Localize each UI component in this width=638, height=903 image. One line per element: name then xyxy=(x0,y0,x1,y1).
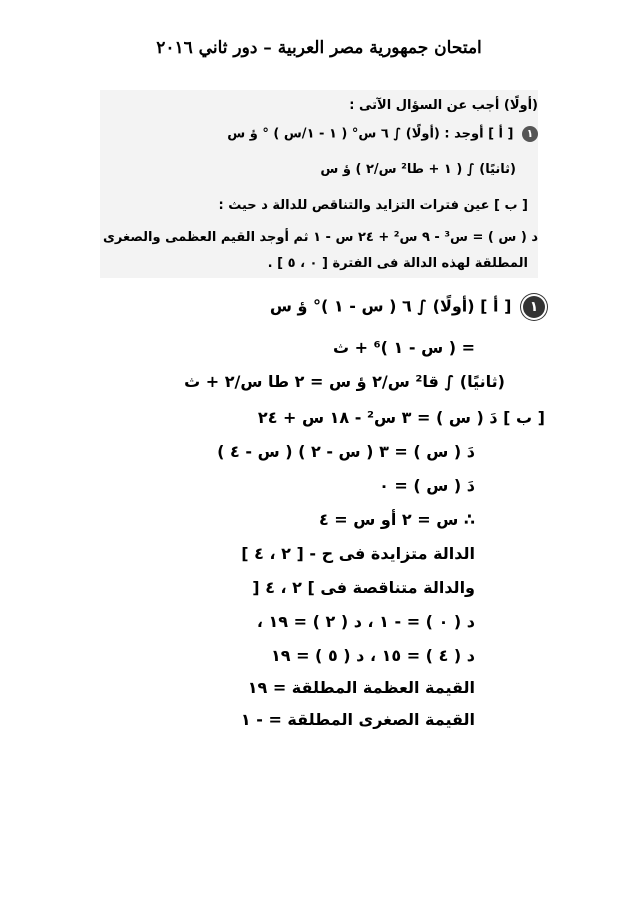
answer-line: ∴ س = ٢ أو س = ٤ xyxy=(318,510,475,529)
question-line xyxy=(227,126,538,142)
question-scan xyxy=(100,90,538,278)
question-line: (ثانيًا) ∫ ( ١ + طا² س/٢ ) ؤ س xyxy=(320,162,516,177)
answer-line: القيمة الصغرى المطلقة = - ١ xyxy=(240,710,475,729)
question-line: د ( س ) = س³ - ٩ س² + ٢٤ س - ١ ثم أوجد القيم العظمى والصغرى xyxy=(103,230,538,245)
page-title: امتحان جمهورية مصر العربية – دور ثاني ٢٠١٦ xyxy=(156,38,482,58)
question-number-badge: ١ xyxy=(522,126,538,142)
answer-line: دَ ( س ) = ٠ xyxy=(379,476,475,495)
answer-line: [ ب ] دَ ( س ) = ٣ س² - ١٨ س + ٢٤ xyxy=(257,408,545,427)
answer-section xyxy=(184,296,545,736)
answer-line: د ( ٠ ) = - ١ ، د ( ٢ ) = ١٩ ، xyxy=(256,612,475,631)
answer-line: = ( س - ١ )⁶ + ث xyxy=(332,338,475,357)
answer-line-text: [ أ ] (أولًا) ∫ ٦ ( س - ١ )° ؤ س xyxy=(269,296,512,316)
answer-line: القيمة العظمة المطلقة = ١٩ xyxy=(247,678,475,697)
answer-line: الدالة متزايدة فى ح - [ ٢ ، ٤ ] xyxy=(241,544,475,563)
question-line: المطلقة لهذه الدالة فى الفترة [ ٠ ، ٥ ] . xyxy=(267,256,528,271)
answer-number-badge: ١ xyxy=(523,296,545,318)
question-header: (أولًا) أجب عن السؤال الآتى : xyxy=(349,98,538,113)
question-line-text: [ أ ] أوجد : (أولًا) ∫ ٦ س° ( ١ - ١/س ) ° ؤ س xyxy=(227,126,514,142)
answer-line: والدالة متناقصة فى ] ٢ ، ٤ [ xyxy=(252,578,475,597)
answer-line: د ( ٤ ) = ١٥ ، د ( ٥ ) = ١٩ xyxy=(270,646,475,665)
answer-line: (ثانيًا) ∫ قا² س/٢ ؤ س = ٢ طا س/٢ + ث xyxy=(184,372,505,391)
question-line: [ ب ] عين فترات التزايد والتناقص للدالة د حيث : xyxy=(218,198,528,213)
answer-line: دَ ( س ) = ٣ ( س - ٢ ) ( س - ٤ ) xyxy=(217,442,475,461)
answer-line xyxy=(270,296,545,318)
